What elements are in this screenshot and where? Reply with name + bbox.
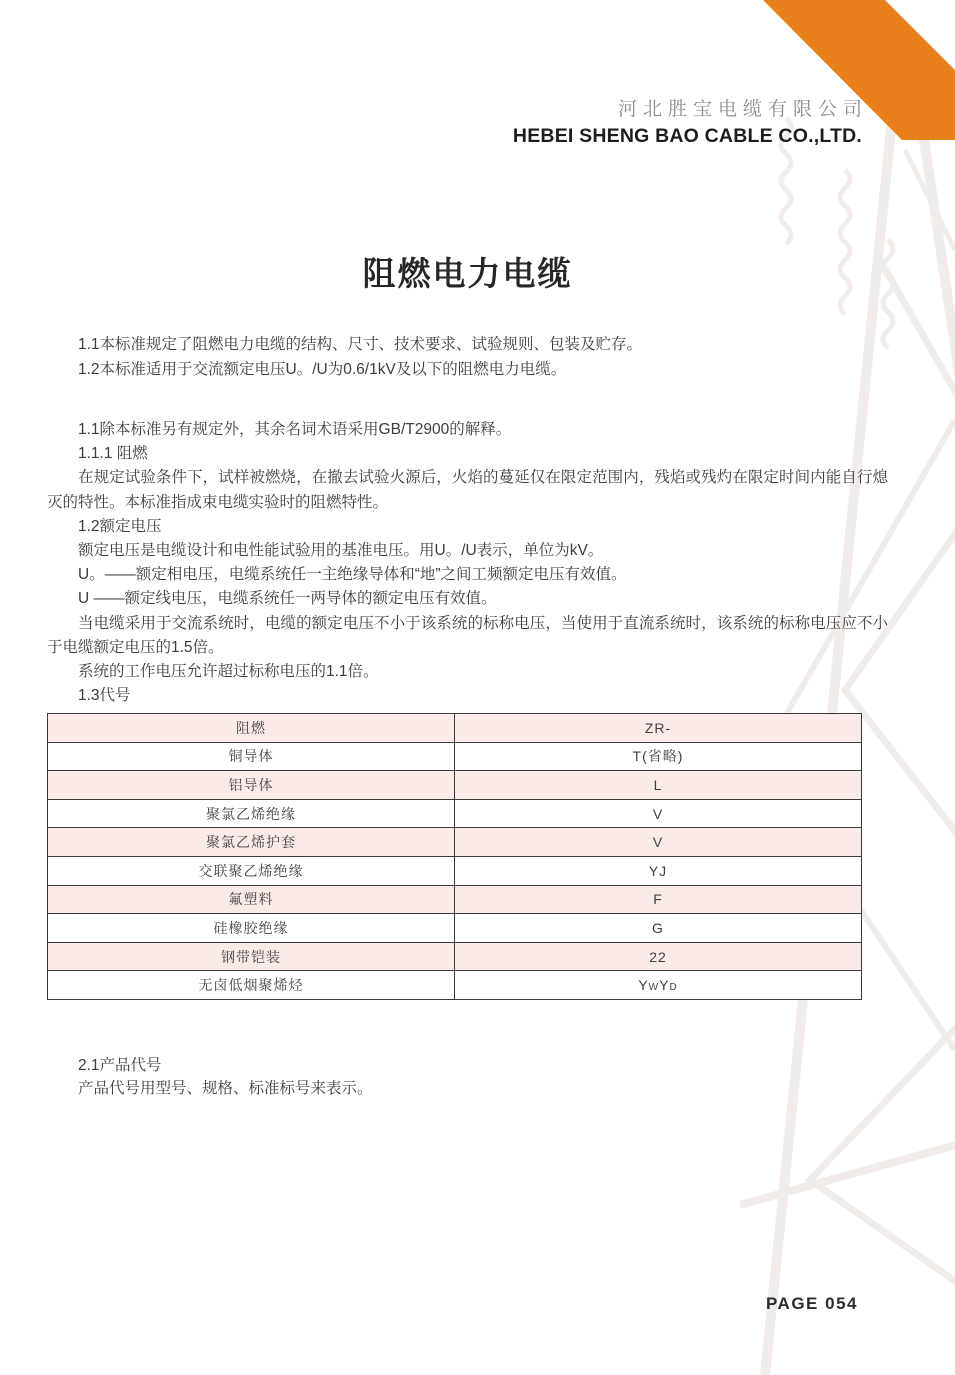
code-label-cell: 阻燃 — [48, 714, 455, 743]
paragraph-line: U。——额定相电压，电缆系统任一主绝缘导体和“地”之间工频额定电压有效值。 — [78, 566, 627, 584]
paragraph-line: 1.1.1 阻燃 — [78, 445, 148, 463]
code-label-cell: 交联聚乙烯绝缘 — [48, 856, 455, 885]
code-table-row — [48, 856, 862, 885]
paragraph-line: 系统的工作电压允许超过标称电压的1.1倍。 — [78, 663, 379, 681]
code-label-cell: 硅橡胶绝缘 — [48, 914, 455, 943]
paragraph-line: 1.2本标准适用于交流额定电压U。/U为0.6/1kV及以下的阻燃电力电缆。 — [78, 360, 567, 378]
code-value-cell: L — [455, 771, 862, 800]
code-value-cell: YJ — [455, 856, 862, 885]
code-table-row — [48, 742, 862, 771]
code-table-row — [48, 771, 862, 800]
intro-paragraphs — [47, 333, 888, 382]
code-value-cell: F — [455, 885, 862, 914]
terms-paragraphs — [47, 418, 888, 708]
code-label-cell: 聚氯乙烯绝缘 — [48, 799, 455, 828]
header — [512, 94, 868, 148]
company-name-english: HEBEI SHENG BAO CABLE CO.,LTD. — [512, 125, 862, 147]
code-table-row — [48, 971, 862, 1000]
paragraph-line: 1.3代号 — [78, 687, 131, 705]
code-value-cell: G — [455, 914, 862, 943]
product-code-paragraphs — [47, 1054, 888, 1100]
code-value-cell: 22 — [455, 942, 862, 971]
code-label-cell: 无卤低烟聚烯烃 — [48, 971, 455, 1000]
code-label-cell: 氟塑料 — [48, 885, 455, 914]
code-label-cell: 聚氯乙烯护套 — [48, 828, 455, 857]
code-value-cell: ZR- — [455, 714, 862, 743]
paragraph-line: 当电缆采用于交流系统时，电缆的额定电压不小于该系统的标称电压，当使用于直流系统时，该系统的标称电压应不小于电缆额定电压的1.5倍。 — [47, 614, 888, 656]
code-value-cell: V — [455, 828, 862, 857]
code-label-cell: 铝导体 — [48, 771, 455, 800]
page-title: 阻燃电力电缆 — [362, 255, 573, 292]
code-table-row — [48, 799, 862, 828]
page-number: PAGE 054 — [765, 1294, 858, 1313]
paragraph-line: 在规定试验条件下，试样被燃烧，在撤去试验火源后，火焰的蔓延仅在限定范围内，残焰或残灼在限定时间内能自行熄灭的特性。本标准指成束电缆实验时的阻燃特性。 — [47, 469, 888, 511]
code-value-cell: V — [455, 799, 862, 828]
paragraph-line: 1.1除本标准另有规定外，其余名词术语采用GB/T2900的解释。 — [78, 421, 512, 438]
cable-code-table — [47, 713, 862, 1000]
code-value-cell: T(省略) — [455, 742, 862, 771]
paragraph-line: 2.1产品代号 — [78, 1057, 162, 1074]
code-table-row — [48, 714, 862, 743]
paragraph-line: U ——额定线电压，电缆系统任一两导体的额定电压有效值。 — [78, 590, 497, 608]
paragraph-line: 产品代号用型号、规格、标准标号来表示。 — [78, 1080, 373, 1097]
paragraph-line: 额定电压是电缆设计和电性能试验用的基准电压。用U。/U表示，单位为kV。 — [78, 542, 604, 560]
code-table-row — [48, 885, 862, 914]
paragraph-line: 1.2额定电压 — [78, 517, 162, 535]
code-value-cell: YwYd — [455, 971, 862, 1000]
code-table-row — [48, 914, 862, 943]
code-label-cell: 钢带铠装 — [48, 942, 455, 971]
code-label-cell: 铜导体 — [48, 742, 455, 771]
code-table-row — [48, 942, 862, 971]
code-table-row — [48, 828, 862, 857]
paragraph-line: 1.1本标准规定了阻燃电力电缆的结构、尺寸、技术要求、试验规则、包装及贮存。 — [78, 336, 643, 353]
company-name-chinese: 河北胜宝电缆有限公司 — [617, 99, 868, 120]
